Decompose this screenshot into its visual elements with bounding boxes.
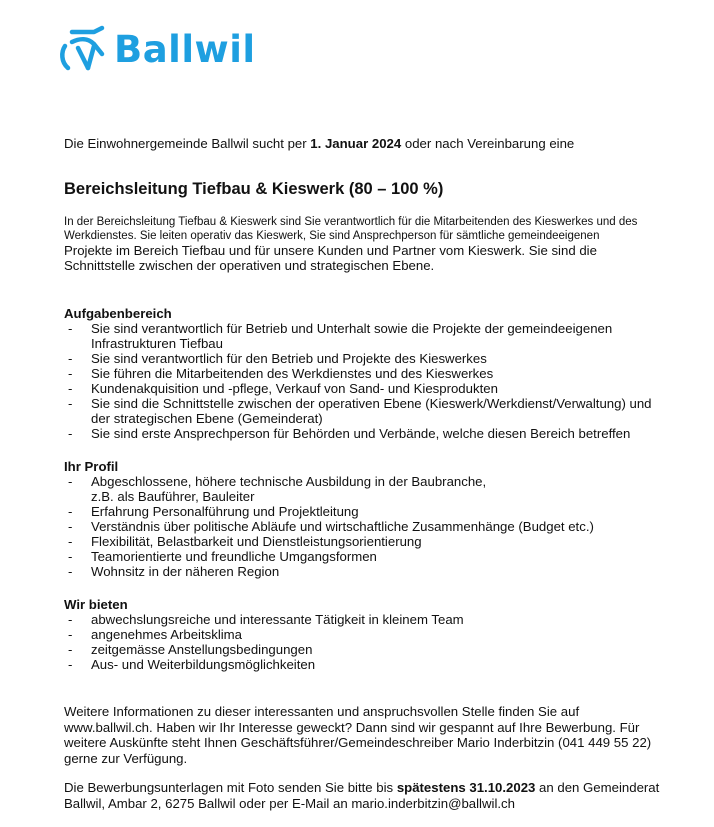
intro-text: Die Einwohnergemeinde Ballwil sucht per 1. Januar 2024 oder nach Vereinbarung eine — [64, 136, 575, 151]
list-item: - Sie sind verantwortlich für den Betrieb und Projekte des Kieswerkes — [64, 351, 684, 366]
list-item: - abwechslungsreiche und interessante Tätigkeit in kleinem Team — [64, 612, 684, 627]
ballwil-logo — [58, 24, 256, 74]
section-heading: Ihr Profil — [64, 459, 119, 474]
info-paragraph: Weitere Informationen zu dieser interessanten und anspruchsvollen Stelle finden Sie auf www.ballwil.ch. Haben wir Ihr Interesse geweckt? Dann sind wir gespannt auf Ihre Bewerbung. Für weitere Auskünfte steht Ihnen Geschäftsführer/Gemeindeschreiber Mario Inderbitzin (041 449 55 22) gerne zur Verfügung. — [64, 704, 652, 766]
job-title: Bereichsleitung Tiefbau & Kieswerk (80 – 100 %) — [64, 180, 444, 198]
list-item: - Wohnsitz in der näheren Region — [64, 564, 684, 579]
aufgabenbereich-section — [64, 306, 684, 441]
section-heading: Wir bieten — [64, 597, 128, 612]
municipality-crest-icon — [58, 24, 110, 74]
start-date: 1. Januar 2024 — [310, 136, 402, 151]
list-item: - Flexibilität, Belastbarkeit und Dienstleistungsorientierung — [64, 534, 684, 549]
list-item: - Aus- und Weiterbildungsmöglichkeiten — [64, 657, 684, 672]
list-item: - Erfahrung Personalführung und Projektleitung — [64, 504, 684, 519]
profil-section — [64, 459, 684, 579]
list-item: - Abgeschlossene, höhere technische Ausbildung in der Baubranche, z.B. als Bauführer, Bauleiter — [64, 474, 684, 504]
list-item: - Sie führen die Mitarbeitenden des Werkdienstes und des Kieswerkes — [64, 366, 684, 381]
list-item: - Kundenakquisition und -pflege, Verkauf von Sand- und Kiesprodukten — [64, 381, 684, 396]
list-item: - Sie sind die Schnittstelle zwischen der operativen Ebene (Kieswerk/Werkdienst/Verwaltung) und der strategischen Ebene (Gemeinderat) — [64, 396, 684, 426]
list-item: - Teamorientierte und freundliche Umgangsformen — [64, 549, 684, 564]
logo-wordmark: Ballwil — [114, 27, 256, 71]
list-item: - angenehmes Arbeitsklima — [64, 627, 684, 642]
lead-paragraph: In der Bereichsleitung Tiefbau & Kieswerk sind Sie verantwortlich für die Mitarbeitenden des Kieswerkes und des Werkdienstes. Sie leiten operativ das Kieswerk, Sie sind Ansprechperson für sämtliche gemeindeeigenen Projekte im Bereich Tiefbau und für unsere Kunden und Partner vom Kieswerk. Sie sind die Schnittstelle zwischen der operativen und strategischen Ebene. — [64, 216, 638, 273]
section-heading: Aufgabenbereich — [64, 306, 172, 321]
list-item: - Sie sind verantwortlich für Betrieb und Unterhalt sowie die Projekte der gemeindeeigenen Infrastrukturen Tiefbau — [64, 321, 684, 351]
list-item: - Verständnis über politische Abläufe und wirtschaftliche Zusammenhänge (Budget etc.) — [64, 519, 684, 534]
application-deadline: spätestens 31.10.2023 — [396, 780, 536, 795]
application-paragraph: Die Bewerbungsunterlagen mit Foto senden Sie bitte bis spätestens 31.10.2023 an den Gemeinderat Ballwil, Ambar 2, 6275 Ballwil oder per E-Mail an mario.inderbitzin@ballwil.ch — [64, 780, 660, 811]
list-item: - Sie sind erste Ansprechperson für Behörden und Verbände, welche diesen Bereich betreffen — [64, 426, 684, 441]
bieten-section — [64, 597, 684, 672]
list-item: - zeitgemässe Anstellungsbedingungen — [64, 642, 684, 657]
